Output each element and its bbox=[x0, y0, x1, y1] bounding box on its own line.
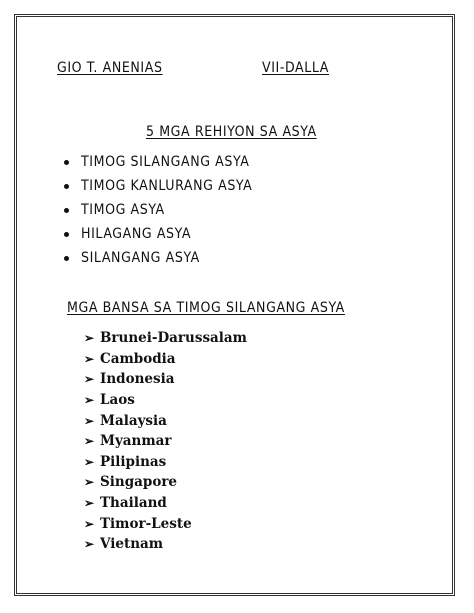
country-label: Laos bbox=[100, 392, 135, 409]
arrow-bullet-icon: ➢ bbox=[84, 454, 95, 469]
list-item bbox=[64, 174, 252, 198]
country-label: Singapore bbox=[100, 474, 178, 491]
country-label: Brunei-Darussalam bbox=[100, 330, 247, 347]
country-label: Thailand bbox=[100, 495, 167, 512]
regions-list bbox=[64, 150, 252, 270]
region-label: TIMOG ASYA bbox=[81, 202, 165, 218]
country-label: Indonesia bbox=[100, 371, 175, 388]
list-item bbox=[84, 431, 247, 452]
arrow-bullet-icon: ➢ bbox=[84, 393, 95, 408]
list-item bbox=[64, 198, 252, 222]
arrow-bullet-icon: ➢ bbox=[84, 351, 95, 366]
list-item bbox=[84, 369, 247, 390]
region-label: HILAGANG ASYA bbox=[81, 226, 192, 242]
list-item bbox=[84, 410, 247, 431]
country-label: Vietnam bbox=[100, 536, 164, 553]
countries-heading: MGA BANSA SA TIMOG SILANGANG ASYA bbox=[67, 300, 345, 316]
arrow-bullet-icon: ➢ bbox=[84, 475, 95, 490]
student-name: GIO T. ANENIAS bbox=[57, 60, 163, 76]
list-item bbox=[84, 534, 247, 555]
country-label: Malaysia bbox=[100, 412, 167, 429]
arrow-bullet-icon: ➢ bbox=[84, 331, 95, 346]
class-section: VII-DALLA bbox=[262, 60, 330, 76]
arrow-bullet-icon: ➢ bbox=[84, 537, 95, 552]
region-label: SILANGANG ASYA bbox=[81, 250, 200, 266]
country-label: Timor-Leste bbox=[100, 515, 192, 532]
arrow-bullet-icon: ➢ bbox=[84, 434, 95, 449]
list-item bbox=[84, 513, 247, 534]
list-item bbox=[84, 472, 247, 493]
list-item bbox=[64, 246, 252, 270]
bullet-icon bbox=[64, 160, 69, 165]
bullet-icon bbox=[64, 256, 69, 261]
bullet-icon bbox=[64, 208, 69, 213]
bullet-icon bbox=[64, 232, 69, 237]
list-item bbox=[84, 493, 247, 514]
list-item bbox=[84, 390, 247, 411]
regions-heading: 5 MGA REHIYON SA ASYA bbox=[146, 124, 317, 140]
list-item bbox=[84, 452, 247, 473]
list-item bbox=[84, 328, 247, 349]
arrow-bullet-icon: ➢ bbox=[84, 496, 95, 511]
arrow-bullet-icon: ➢ bbox=[84, 372, 95, 387]
country-label: Myanmar bbox=[100, 433, 172, 450]
arrow-bullet-icon: ➢ bbox=[84, 413, 95, 428]
region-label: TIMOG KANLURANG ASYA bbox=[81, 178, 253, 194]
countries-list bbox=[84, 328, 247, 555]
bullet-icon bbox=[64, 184, 69, 189]
list-item bbox=[84, 349, 247, 370]
country-label: Cambodia bbox=[100, 350, 176, 367]
list-item bbox=[64, 222, 252, 246]
region-label: TIMOG SILANGANG ASYA bbox=[81, 154, 250, 170]
country-label: Pilipinas bbox=[100, 453, 167, 470]
list-item bbox=[64, 150, 252, 174]
arrow-bullet-icon: ➢ bbox=[84, 516, 95, 531]
